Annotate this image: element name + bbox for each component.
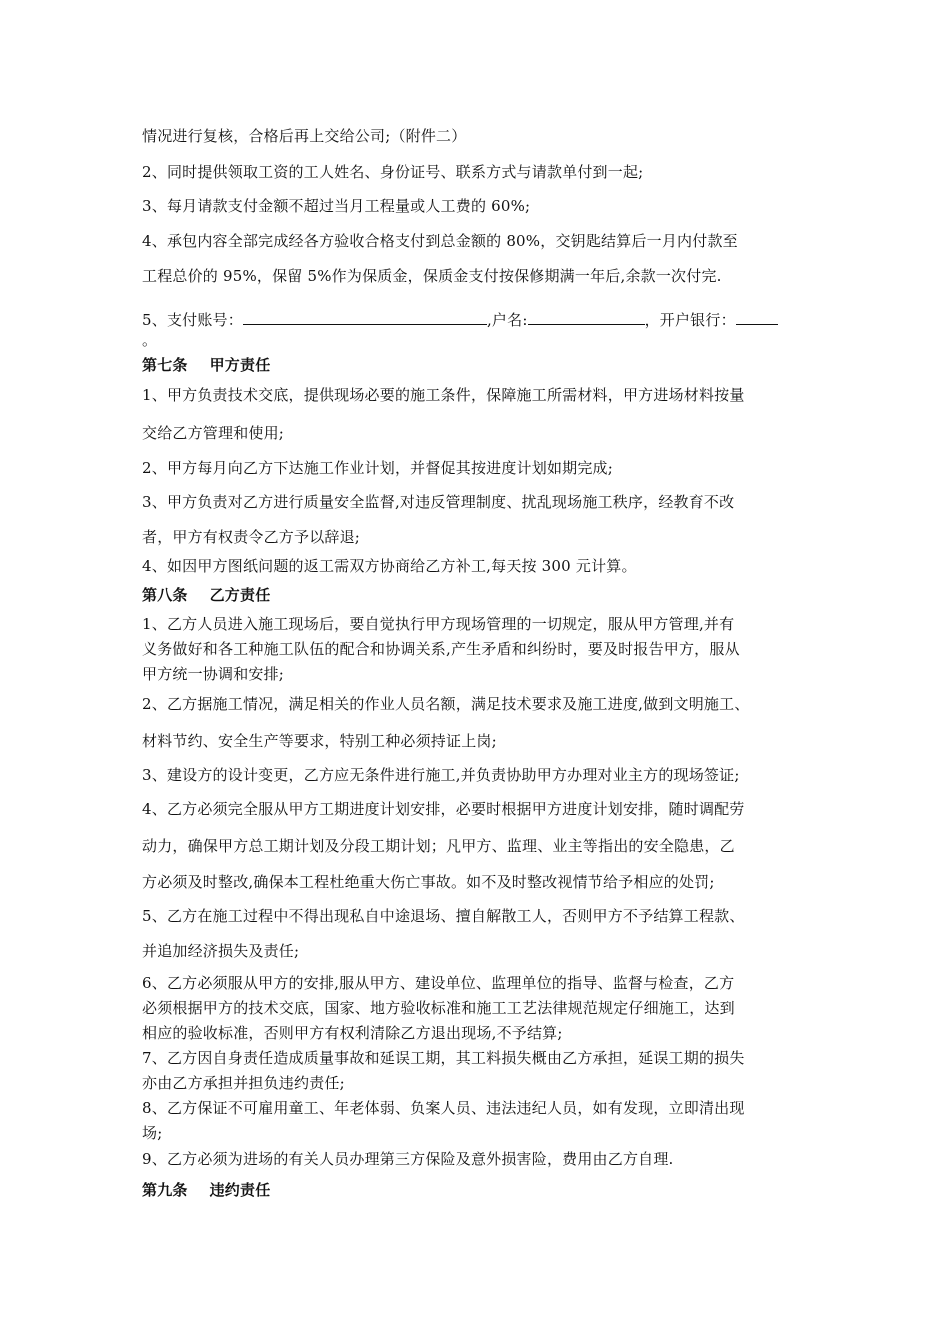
article-number: 第七条 bbox=[142, 356, 188, 374]
text-line: 2、甲方每月向乙方下达施工作业计划，并督促其按进度计划如期完成; bbox=[142, 459, 614, 477]
text-line: 。 bbox=[142, 331, 158, 349]
text-line: 9、乙方必须为进场的有关人员办理第三方保险及意外损害险，费用由乙方自理. bbox=[142, 1150, 674, 1168]
article-title: 违约责任 bbox=[209, 1181, 271, 1199]
text-line: 场; bbox=[142, 1124, 163, 1142]
text-line: 2、同时提供领取工资的工人姓名、身份证号、联系方式与请款单付到一起; bbox=[142, 163, 644, 181]
text-line: 情况进行复核，合格后再上交给公司;（附件二） bbox=[142, 127, 467, 145]
text-line: 1、乙方人员进入施工现场后，要自觉执行甲方现场管理的一切规定，服从甲方管理,并有 bbox=[142, 615, 735, 633]
text-line: 甲方统一协调和安排; bbox=[142, 665, 285, 683]
article-title: 乙方责任 bbox=[209, 586, 271, 604]
text-line: 1、甲方负责技术交底，提供现场必要的施工条件，保障施工所需材料，甲方进场材料按量 bbox=[142, 386, 745, 404]
account-name-blank bbox=[528, 308, 645, 325]
section-heading-article-7 bbox=[142, 355, 270, 375]
bank-name-blank bbox=[736, 308, 778, 325]
text-line: 4、如因甲方图纸问题的返工需双方协商给乙方补工,每天按 300 元计算。 bbox=[142, 557, 637, 575]
text-line: 3、甲方负责对乙方进行质量安全监督,对违反管理制度、扰乱现场施工秩序，经教育不改 bbox=[142, 493, 735, 511]
text-line: 4、承包内容全部完成经各方验收合格支付到总金额的 80%，交钥匙结算后一月内付款至 bbox=[142, 232, 738, 250]
article-title: 甲方责任 bbox=[209, 356, 271, 374]
section-heading-article-9 bbox=[142, 1180, 270, 1200]
text-line: 并追加经济损失及责任; bbox=[142, 942, 300, 960]
text-line: 亦由乙方承担并担负违约责任; bbox=[142, 1074, 345, 1092]
text-line: 交给乙方管理和使用; bbox=[142, 424, 285, 442]
text-line: 3、每月请款支付金额不超过当月工程量或人工费的 60%; bbox=[142, 197, 531, 215]
text-line: 5、乙方在施工过程中不得出现私自中途退场、擅自解散工人，否则甲方不予结算工程款、 bbox=[142, 907, 745, 925]
bank-label: ，开户银行： bbox=[644, 311, 736, 329]
text-line: 2、乙方据施工情况，满足相关的作业人员名额，满足技术要求及施工进度,做到文明施工、 bbox=[142, 695, 750, 713]
text-line: 3、建设方的设计变更，乙方应无条件进行施工,并负责协助甲方办理对业主方的现场签证; bbox=[142, 766, 740, 784]
payment-account-label: 5、支付账号： bbox=[142, 311, 243, 329]
account-number-blank bbox=[243, 308, 487, 325]
text-line: 者，甲方有权责令乙方予以辞退; bbox=[142, 528, 361, 546]
account-name-label: ,户名: bbox=[486, 311, 528, 329]
article-number: 第九条 bbox=[142, 1181, 188, 1199]
text-line: 6、乙方必须服从甲方的安排,服从甲方、建设单位、监理单位的指导、监督与检查，乙方 bbox=[142, 974, 735, 992]
text-line: 材料节约、安全生产等要求，特别工种必须持证上岗; bbox=[142, 732, 497, 750]
text-line: 7、乙方因自身责任造成质量事故和延误工期，其工料损失概由乙方承担，延误工期的损失 bbox=[142, 1049, 745, 1067]
text-line: 4、乙方必须完全服从甲方工期进度计划安排，必要时根据甲方进度计划安排，随时调配劳 bbox=[142, 800, 745, 818]
text-line: 方必须及时整改,确保本工程杜绝重大伤亡事故。如不及时整改视情节给予相应的处罚; bbox=[142, 873, 715, 891]
text-line: 8、乙方保证不可雇用童工、年老体弱、负案人员、违法违纪人员，如有发现，立即清出现 bbox=[142, 1099, 745, 1117]
section-heading-article-8 bbox=[142, 585, 270, 605]
text-line: 相应的验收标准，否则甲方有权利清除乙方退出现场,不予结算; bbox=[142, 1024, 563, 1042]
text-line: 必须根据甲方的技术交底，国家、地方验收标准和施工工艺法律规范规定仔细施工，达到 bbox=[142, 999, 735, 1017]
article-number: 第八条 bbox=[142, 586, 188, 604]
text-line: 义务做好和各工种施工队伍的配合和协调关系,产生矛盾和纠纷时，要及时报告甲方，服从 bbox=[142, 640, 740, 658]
text-line: 动力，确保甲方总工期计划及分段工期计划；凡甲方、监理、业主等指出的安全隐患，乙 bbox=[142, 837, 735, 855]
payment-line bbox=[142, 308, 778, 330]
text-line: 工程总价的 95%，保留 5%作为保质金，保质金支付按保修期满一年后,余款一次付完. bbox=[142, 267, 722, 285]
